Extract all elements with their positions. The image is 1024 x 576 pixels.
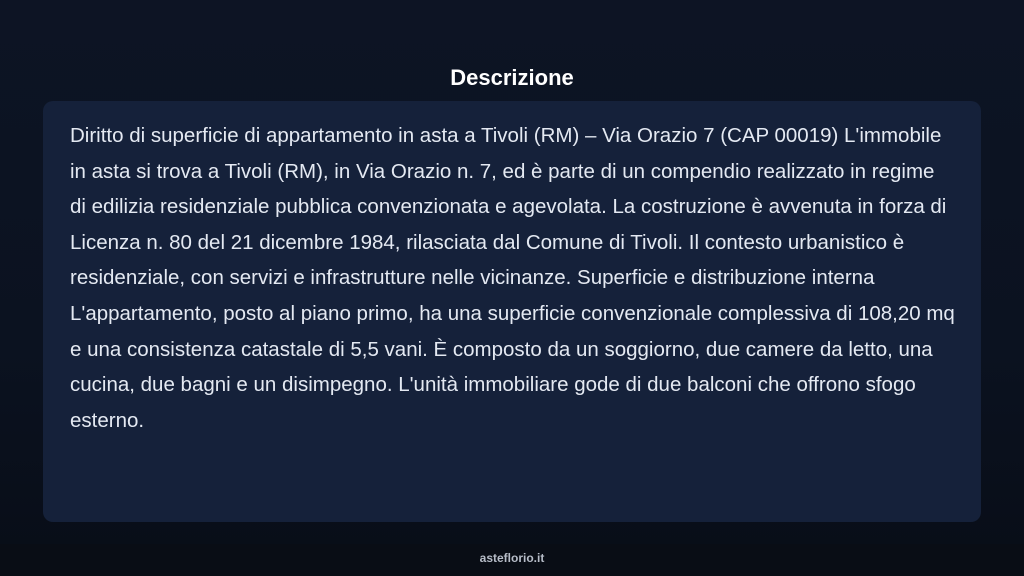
description-card xyxy=(43,101,981,522)
footer xyxy=(0,544,1024,576)
description-text: Diritto di superficie di appartamento in asta a Tivoli (RM) – Via Orazio 7 (CAP 00019) L'immobile in asta si trova a Tivoli (RM), in Via Orazio n. 7, ed è parte di un compendio realizzato in regime di edilizia residenziale pubblica convenzionata e agevolata. La costruzione è avvenuta in forza di Licenza n. 80 del 21 dicembre 1984, rilasciata dal Comune di Tivoli. Il contesto urbanistico è residenziale, con servizi e infrastrutture nelle vicinanze. Superficie e distribuzione interna L'appartamento, posto al piano primo, ha una superficie convenzionale complessiva di 108,20 mq e una consistenza catastale di 5,5 vani. È composto da un soggiorno, due camere da letto, una cucina, due bagni e un disimpegno. L'unità immobiliare gode di due balconi che offrono sfogo esterno. xyxy=(70,124,955,432)
page-title: Descrizione xyxy=(450,64,574,90)
footer-site-label: asteflorio.it xyxy=(479,551,545,565)
